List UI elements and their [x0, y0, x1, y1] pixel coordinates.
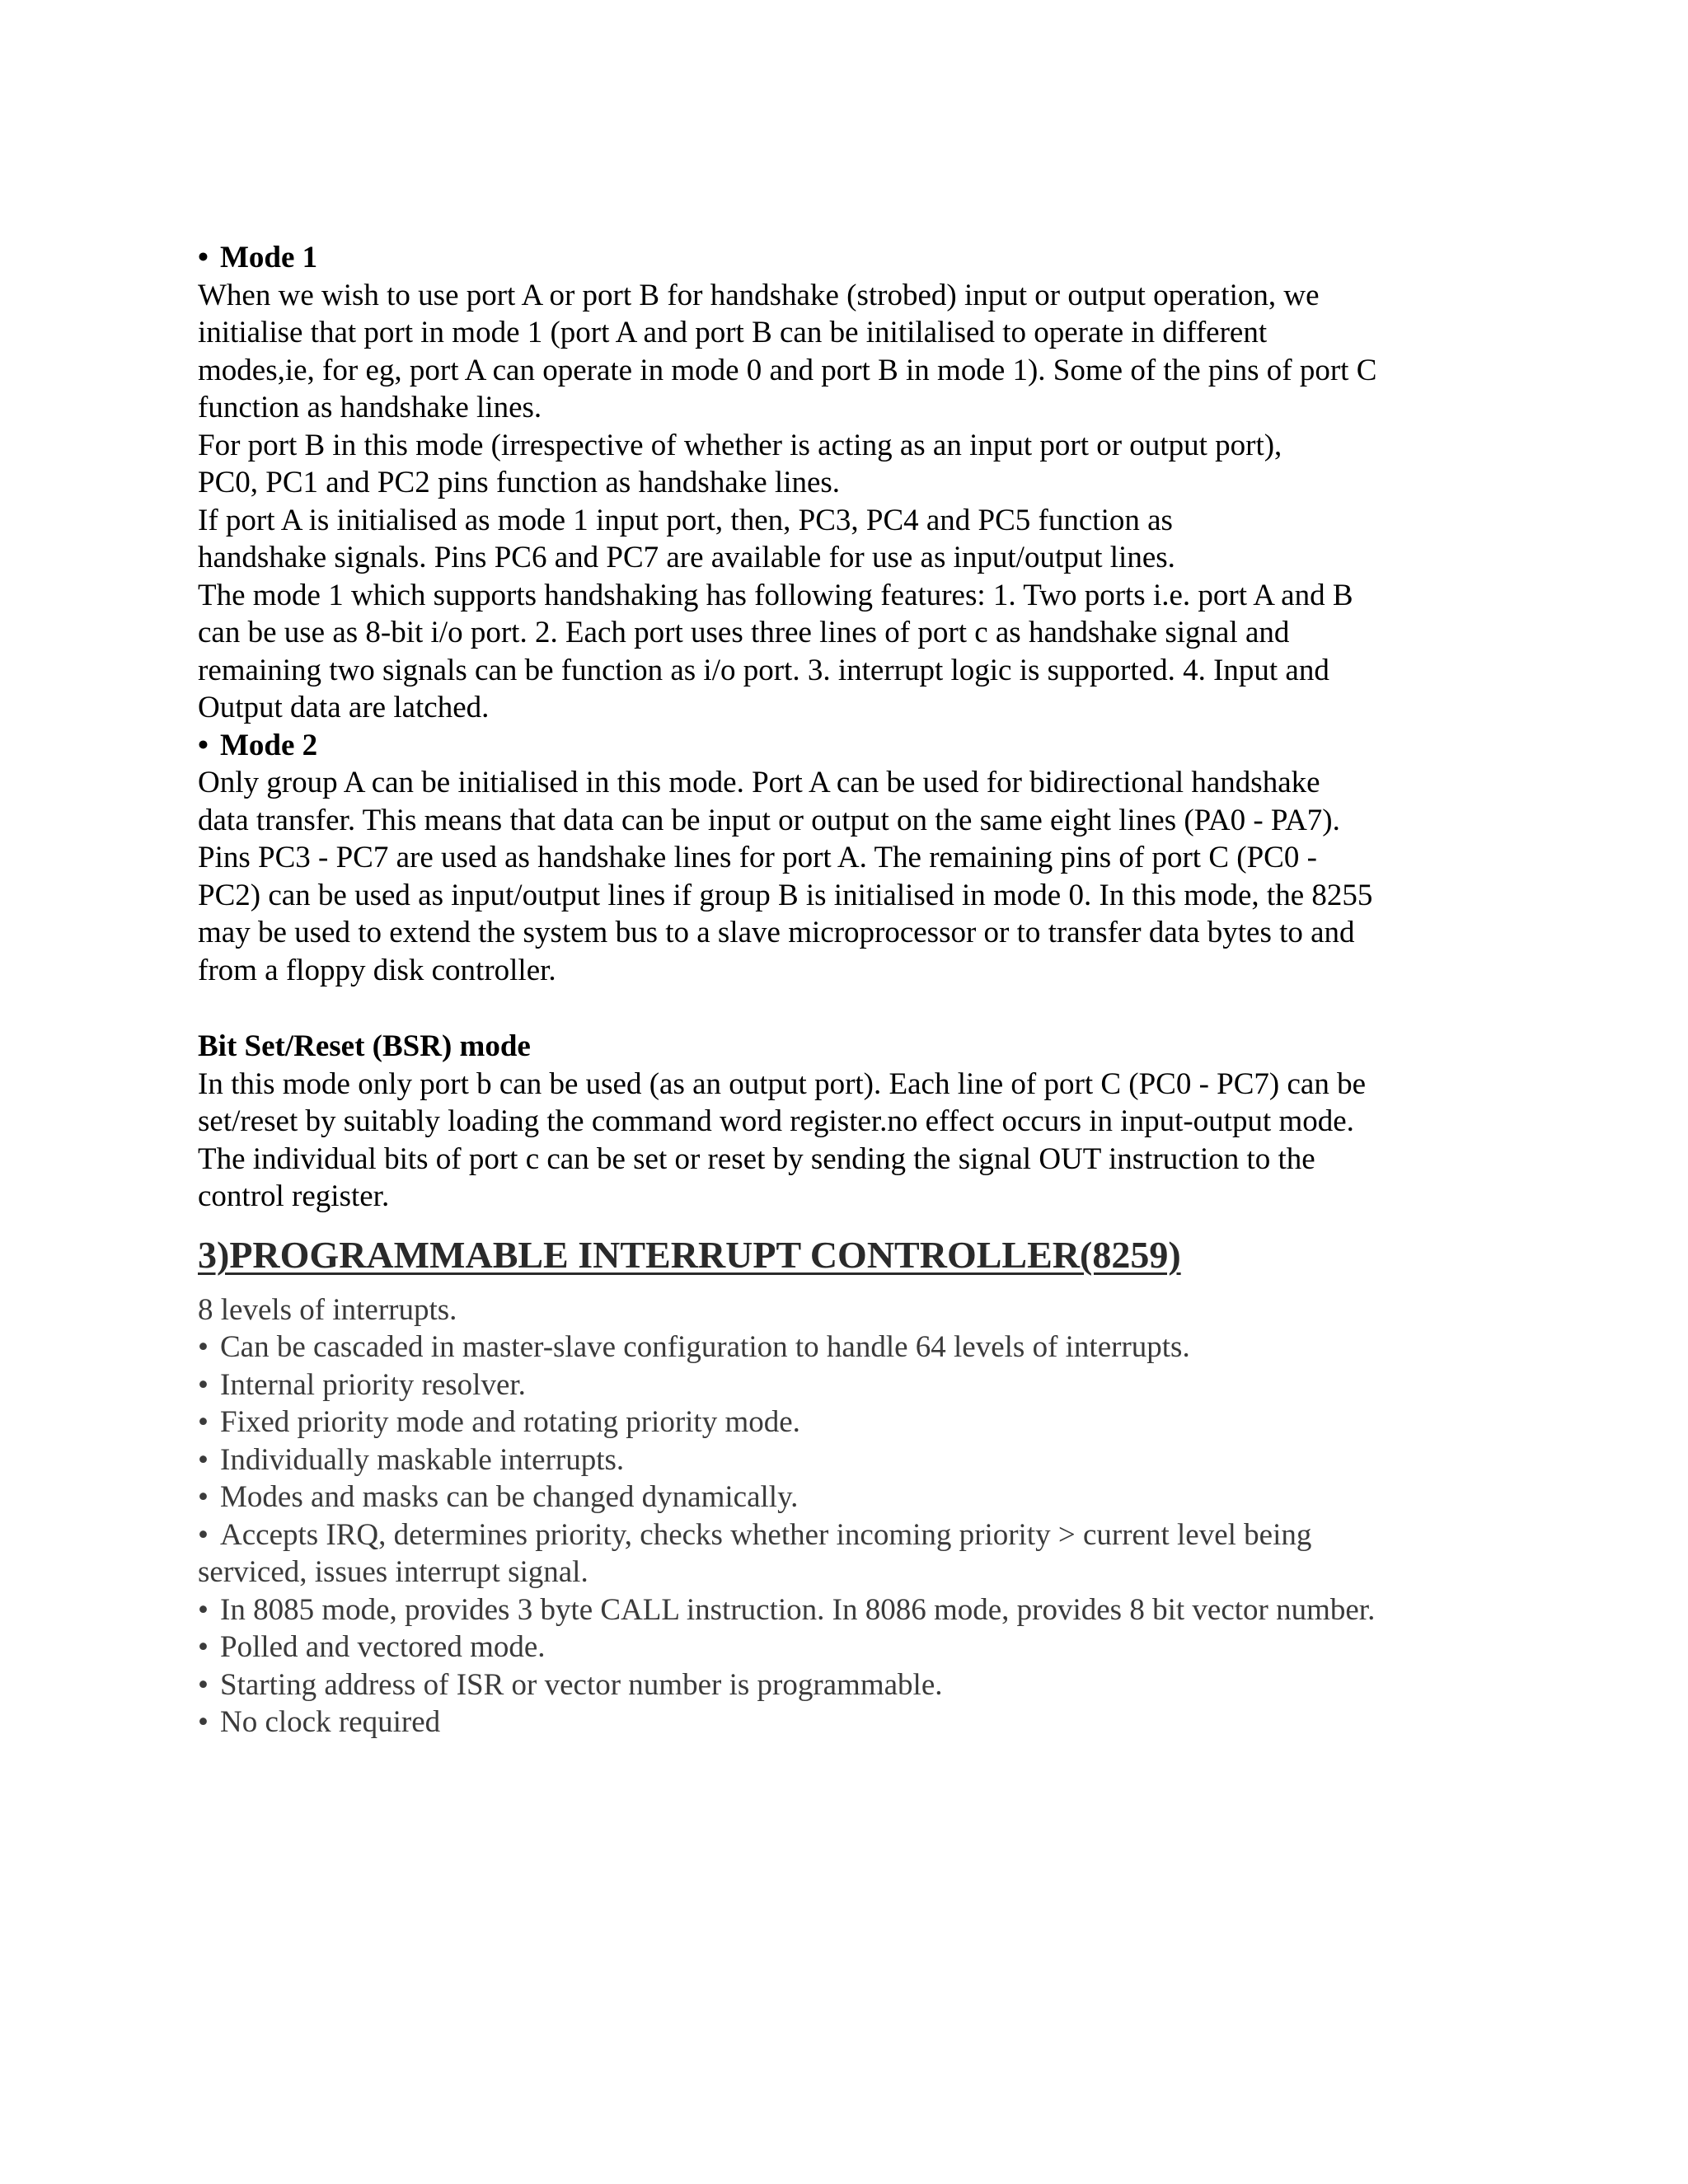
- list-item: • Modes and masks can be changed dynamically.: [198, 1479, 1492, 1516]
- bsr-line: In this mode only port b can be used (as an output port). Each line of port C (PC0 - PC7) can be: [198, 1066, 1367, 1101]
- bullet-icon: •: [198, 1517, 209, 1552]
- list-item: • Starting address of ISR or vector number is programmable.: [198, 1666, 1492, 1704]
- mode1-line: remaining two signals can be function as i/o port. 3. interrupt logic is supported. 4. Input and: [198, 653, 1329, 687]
- bsr-line: The individual bits of port c can be set or reset by sending the signal OUT instruction to the: [198, 1141, 1315, 1176]
- bullet-icon: •: [198, 241, 209, 274]
- mode1-line: When we wish to use port A or port B for handshake (strobed) input or output operation, we: [198, 278, 1320, 312]
- bsr-heading: Bit Set/Reset (BSR) mode: [198, 1029, 531, 1063]
- list-item-continuation: serviced, issues interrupt signal.: [198, 1555, 588, 1589]
- mode1-heading: • Mode 1: [198, 239, 1492, 277]
- section-spacer: [198, 989, 1492, 1028]
- mode1-line: function as handshake lines.: [198, 391, 542, 424]
- bullet-icon: •: [198, 1592, 209, 1627]
- list-item: • Internal priority resolver.: [198, 1366, 1492, 1404]
- mode2-line: Only group A can be initialised in this mode. Port A can be used for bidirectional handshake: [198, 766, 1320, 799]
- mode2-line: may be used to extend the system bus to a slave microprocessor or to transfer data bytes to and: [198, 916, 1355, 949]
- bullet-icon: •: [198, 1630, 209, 1664]
- mode1-line: modes,ie, for eg, port A can operate in mode 0 and port B in mode 1). Some of the pins of port C: [198, 353, 1377, 387]
- mode2-line: Pins PC3 - PC7 are used as handshake lines for port A. The remaining pins of port C (PC0 -: [198, 841, 1317, 874]
- bullet-icon: •: [198, 1405, 209, 1439]
- bullet-icon: •: [198, 1330, 209, 1364]
- pic-feature-list: [198, 1291, 1492, 1741]
- list-item: • Polled and vectored mode.: [198, 1629, 1492, 1666]
- mode1-line: If port A is initialised as mode 1 input port, then, PC3, PC4 and PC5 function as: [198, 503, 1173, 537]
- list-item: • Individually maskable interrupts.: [198, 1441, 1492, 1479]
- bsr-line: control register.: [198, 1179, 390, 1213]
- bullet-icon: •: [198, 1667, 209, 1702]
- mode1-line: For port B in this mode (irrespective of whether is acting as an input port or output port),: [198, 428, 1282, 462]
- mode1-line: The mode 1 which supports handshaking has following features: 1. Two ports i.e. port A and B: [198, 578, 1353, 612]
- mode1-line: handshake signals. Pins PC6 and PC7 are available for use as input/output lines.: [198, 541, 1175, 574]
- list-item: • Fixed priority mode and rotating priority mode.: [198, 1404, 1492, 1441]
- bullet-icon: •: [198, 1367, 209, 1402]
- mode1-line: Output data are latched.: [198, 691, 490, 724]
- pic-section-title: 3)PROGRAMMABLE INTERRUPT CONTROLLER(8259): [198, 1233, 1181, 1276]
- bullet-icon: •: [198, 1705, 209, 1739]
- mode2-line: data transfer. This means that data can be input or output on the same eight lines (PA0 - PA7).: [198, 803, 1340, 837]
- mode1-line: initialise that port in mode 1 (port A and port B can be initilalised to operate in different: [198, 316, 1268, 349]
- document-page: [198, 239, 1492, 1741]
- bullet-icon: •: [198, 728, 209, 762]
- mode1-line: can be use as 8-bit i/o port. 2. Each port uses three lines of port c as handshake signal and: [198, 616, 1290, 649]
- list-item: • In 8085 mode, provides 3 byte CALL instruction. In 8086 mode, provides 8 bit vector number.: [198, 1591, 1492, 1629]
- mode1-line: PC0, PC1 and PC2 pins function as handshake lines.: [198, 466, 841, 499]
- bullet-icon: •: [198, 1442, 209, 1477]
- mode2-line: from a floppy disk controller.: [198, 953, 556, 987]
- bullet-icon: •: [198, 1480, 209, 1514]
- list-item: • Can be cascaded in master-slave configuration to handle 64 levels of interrupts.: [198, 1329, 1492, 1366]
- mode2-line: PC2) can be used as input/output lines if group B is initialised in mode 0. In this mode, the 8255: [198, 878, 1373, 912]
- pic-intro: 8 levels of interrupts.: [198, 1292, 457, 1327]
- bsr-line: set/reset by suitably loading the command word register.no effect occurs in input-output mode.: [198, 1104, 1354, 1138]
- list-item: • Accepts IRQ, determines priority, checks whether incoming priority > current level being: [198, 1516, 1492, 1554]
- mode2-heading: • Mode 2: [198, 727, 1492, 765]
- list-item: • No clock required: [198, 1704, 1492, 1741]
